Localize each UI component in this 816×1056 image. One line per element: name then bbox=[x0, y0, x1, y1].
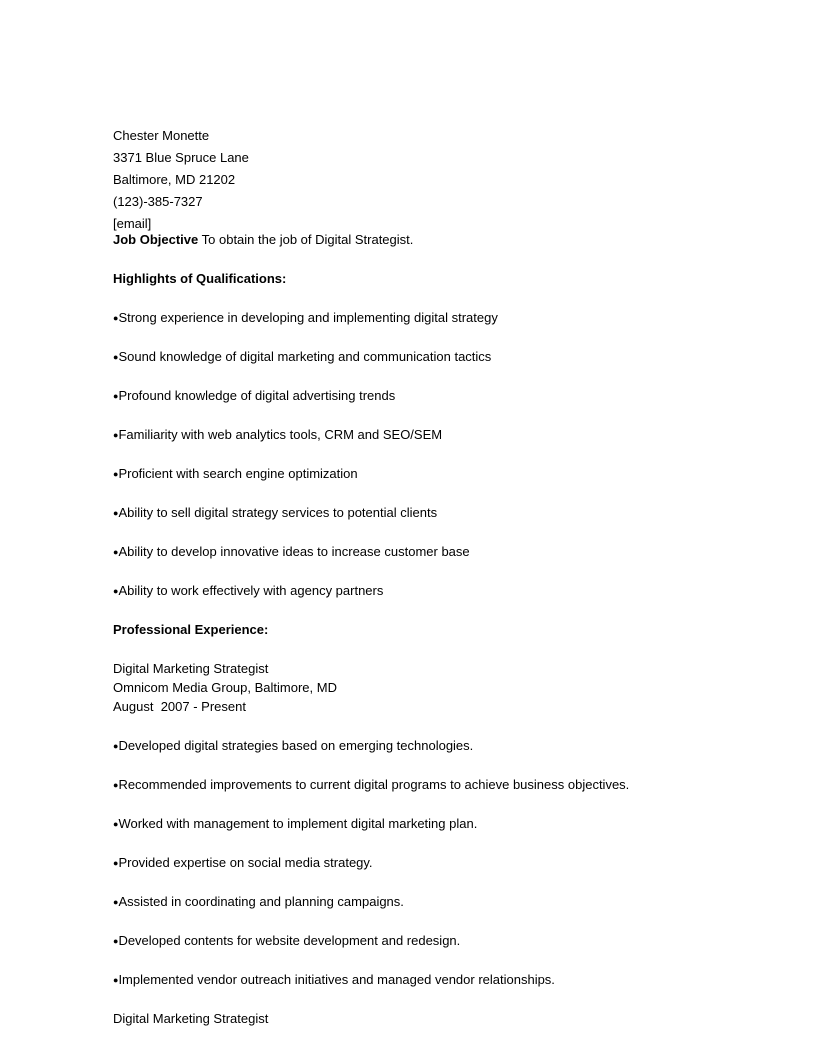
list-item-text: Recommended improvements to current digital programs to achieve business objectives. bbox=[118, 777, 630, 792]
bullet-icon: ● bbox=[113, 975, 119, 985]
list-item bbox=[113, 972, 733, 988]
list-item bbox=[113, 544, 733, 560]
job-objective-label: Job Objective bbox=[113, 232, 199, 247]
list-item bbox=[113, 816, 733, 832]
bullet-icon: ● bbox=[113, 508, 119, 518]
list-item-text: Implemented vendor outreach initiatives and managed vendor relationships. bbox=[118, 972, 555, 987]
job-company: Omnicom Media Group, Baltimore, MD bbox=[113, 680, 337, 695]
job-dates: August 2007 - Present bbox=[113, 699, 246, 714]
list-item bbox=[113, 505, 733, 521]
list-item-text: Provided expertise on social media strategy. bbox=[118, 855, 373, 870]
bullet-icon: ● bbox=[113, 469, 119, 479]
list-item-text: Familiarity with web analytics tools, CRM and SEO/SEM bbox=[118, 427, 443, 442]
qualifications-heading: Highlights of Qualifications: bbox=[113, 271, 287, 286]
contact-city: Baltimore, MD 21202 bbox=[113, 172, 236, 187]
list-item-text: Assisted in coordinating and planning campaigns. bbox=[118, 894, 404, 909]
list-item-text: Ability to develop innovative ideas to increase customer base bbox=[118, 544, 470, 559]
job-title: Digital Marketing Strategist bbox=[113, 661, 269, 676]
list-item-text: Developed contents for website development and redesign. bbox=[118, 933, 461, 948]
job-1-duties-list bbox=[113, 738, 733, 988]
job-entry-1 bbox=[113, 661, 733, 718]
list-item bbox=[113, 466, 733, 482]
contact-street: 3371 Blue Spruce Lane bbox=[113, 150, 249, 165]
list-item-text: Sound knowledge of digital marketing and communication tactics bbox=[118, 349, 492, 364]
list-item bbox=[113, 855, 733, 871]
list-item-text: Ability to work effectively with agency partners bbox=[118, 583, 384, 598]
job-objective bbox=[113, 232, 733, 248]
experience-heading: Professional Experience: bbox=[113, 622, 269, 637]
bullet-icon: ● bbox=[113, 547, 119, 557]
list-item-text: Developed digital strategies based on emerging technologies. bbox=[118, 738, 474, 753]
bullet-icon: ● bbox=[113, 313, 119, 323]
bullet-icon: ● bbox=[113, 352, 119, 362]
bullet-icon: ● bbox=[113, 858, 119, 868]
bullet-icon: ● bbox=[113, 430, 119, 440]
list-item bbox=[113, 427, 733, 443]
list-item bbox=[113, 388, 733, 404]
list-item-text: Profound knowledge of digital advertising trends bbox=[118, 388, 396, 403]
bullet-icon: ● bbox=[113, 780, 119, 790]
list-item-text: Strong experience in developing and implementing digital strategy bbox=[118, 310, 498, 325]
list-item bbox=[113, 349, 733, 365]
job-objective-text: To obtain the job of Digital Strategist. bbox=[201, 232, 414, 247]
bullet-icon: ● bbox=[113, 391, 119, 401]
bullet-icon: ● bbox=[113, 819, 119, 829]
contact-block bbox=[113, 128, 733, 238]
list-item bbox=[113, 310, 733, 326]
qualifications-list bbox=[113, 310, 733, 599]
contact-name: Chester Monette bbox=[113, 128, 210, 143]
resume-content bbox=[113, 128, 733, 1027]
bullet-icon: ● bbox=[113, 936, 119, 946]
bullet-icon: ● bbox=[113, 741, 119, 751]
list-item bbox=[113, 777, 733, 793]
list-item-text: Proficient with search engine optimization bbox=[118, 466, 358, 481]
contact-phone: (123)-385-7327 bbox=[113, 194, 203, 209]
job-2-title: Digital Marketing Strategist bbox=[113, 1011, 269, 1026]
list-item bbox=[113, 933, 733, 949]
list-item-text: Worked with management to implement digital marketing plan. bbox=[118, 816, 478, 831]
bullet-icon: ● bbox=[113, 586, 119, 596]
contact-email: [email] bbox=[113, 216, 152, 231]
bullet-icon: ● bbox=[113, 897, 119, 907]
list-item bbox=[113, 583, 733, 599]
list-item-text: Ability to sell digital strategy services to potential clients bbox=[118, 505, 438, 520]
list-item bbox=[113, 894, 733, 910]
list-item bbox=[113, 738, 733, 754]
